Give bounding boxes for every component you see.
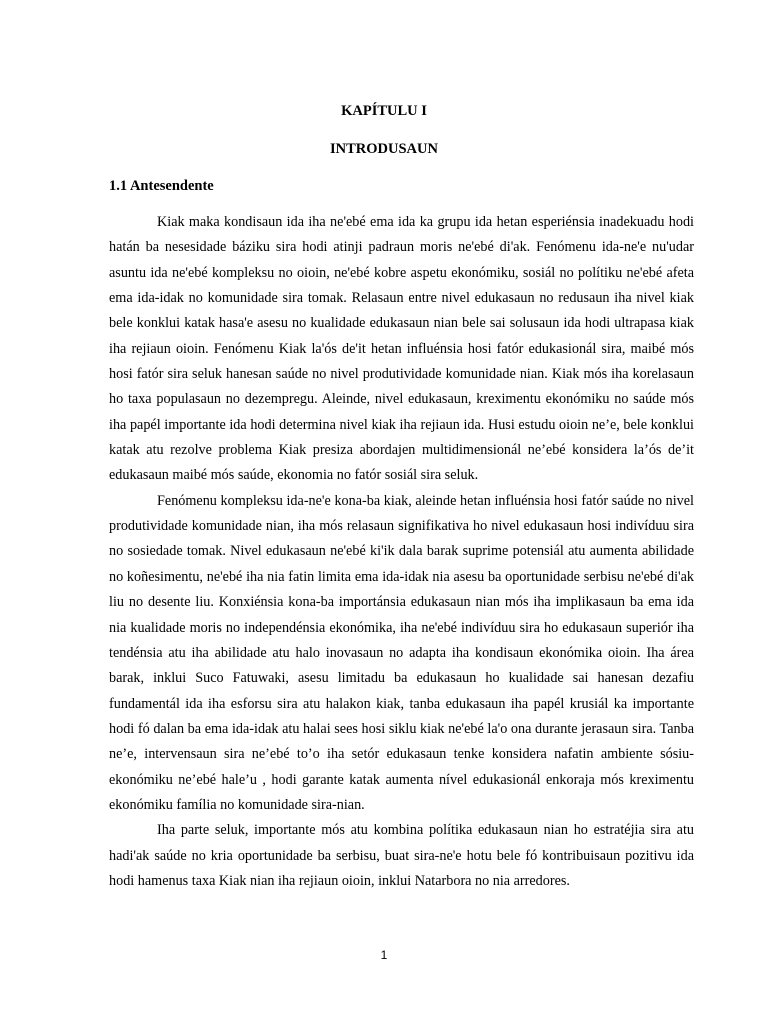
body-text — [109, 210, 694, 894]
paragraph-2: Fenómenu kompleksu ida-ne'e kona-ba kiak, aleinde hetan influénsia hosi fatór saúde no nivel produtividade komunidade nian, iha mós relasaun signifikativa ho nivel edukasaun hosi indivíduu sira no sosiedade tomak. Nivel edukasaun ne'ebé ki'ik dala barak suprime potensiál atu aumenta abilidade no koñesimentu, ne'ebé iha nia fatin limita ema ida-idak nia asesu ba oportunidade serbisu ne'ebé di'ak liu no desente liu. Konxiénsia kona-ba importánsia edukasaun nian mós iha implikasaun ba ema ida nia kualidade moris no independénsia ekonómika, iha ne'ebé indivíduu sira ho edukasaun superiór iha tendénsia atu iha abilidade atu halo inovasaun no adapta iha kondisaun ekonómika oioin. Iha área barak, inklui Suco Fatuwaki, asesu limitadu ba edukasaun ho kualidade sai hanesan dezafiu fundamentál ida iha esforsu sira atu halakon kiak, tanba edukasaun iha papél krusiál ka importante hodi fó dalan ba ema ida-idak atu halai sees hosi siklu kiak ne'ebé la'o ona durante jerasaun sira. Tanba ne’e, intervensaun sira ne’ebé to’o iha setór edukasaun tenke konsidera nafatin ambiente sósiu-ekonómiku ne’ebé hale’u , hodi garante katak aumenta nível edukasionál enkoraja mós kreximentu ekonómiku família no komunidade sira-nian. — [109, 492, 694, 813]
chapter-title: INTRODUSAUN — [330, 141, 438, 157]
section-heading: 1.1 Antesendente — [109, 178, 214, 194]
paragraph-1: Kiak maka kondisaun ida iha ne'ebé ema ida ka grupu ida hetan esperiénsia inadekuadu hodi hatán ba nesesidade báziku sira hodi atinji padraun moris ne'ebé di'ak. Fenómenu ida-ne'e nu'udar asuntu ida ne'ebé kompleksu no oioin, ne'ebé kobre aspetu ekonómiku, sosiál no polítiku ne'ebé afeta ema ida-idak no komunidade sira tomak. Relasaun entre nivel edukasaun no redusaun iha nivel kiak bele konklui katak hasa'e asesu no kualidade edukasaun nian bele sai solusaun ida hodi ultrapasa kiak iha rejiaun oioin. Fenómenu Kiak la'ós de'it hetan influénsia hosi fatór edukasionál sira, maibé mós hosi fatór sira seluk hanesan saúde no nivel produtividade komunidade nian. Kiak mós iha korelasaun ho taxa populasaun no dezempregu. Aleinde, nivel edukasaun, kreximentu ekonómiku no saúde mós iha papél importante ida hodi determina nivel kiak iha rejiaun ida. Husi estudu oioin ne’e, bele konklui katak atu rezolve problema Kiak presiza abordajen multidimensionál ne’ebé konsidera la’ós de’it edukasaun maibé mós saúde, ekonomia no fatór sosiál sira seluk. — [109, 214, 694, 484]
page-number: 1 — [380, 948, 388, 962]
chapter-label: KAPÍTULU I — [341, 103, 427, 119]
paragraph-3: Iha parte seluk, importante mós atu kombina polítika edukasaun nian ho estratéjia sira atu hadi'ak saúde no kria oportunidade ba serbisu, buat sira-ne'e hotu bele fó kontribuisaun pozitivu ida hodi hamenus taxa Kiak nian iha rejiaun oioin, inklui Natarbora no nia arredores. — [109, 822, 694, 889]
